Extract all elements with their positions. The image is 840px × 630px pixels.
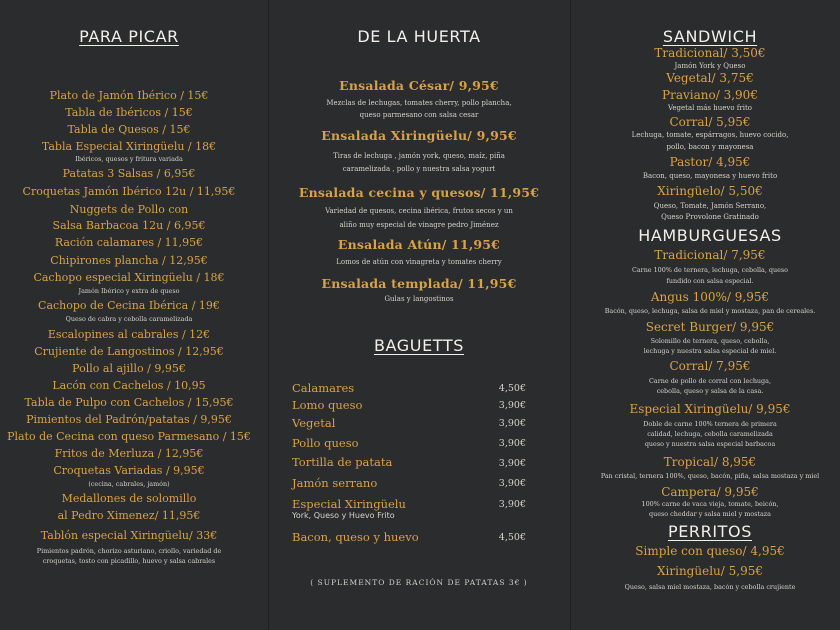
menu-item-description: Variedad de quesos, cecina ibérica, frutos secos y un	[325, 207, 513, 215]
column-divider	[268, 0, 269, 630]
menu-item-description: queso parmesano con salsa cesar	[359, 111, 479, 119]
column-divider	[570, 0, 571, 630]
menu-item: Nuggets de Pollo con	[69, 203, 189, 216]
baguett-price: 3,90€	[498, 478, 526, 489]
de-la-huerta-title: DE LA HUERTA	[357, 27, 481, 46]
para-picar-title: PARA PICAR	[79, 27, 179, 46]
menu-item: Croquetas Variadas / 9,95€	[53, 464, 205, 477]
menu-item: Corral/ 5,95€	[669, 115, 751, 129]
baguett-name: Tortilla de patata	[292, 455, 393, 469]
menu-item: Cachopo especial Xiringüelu / 18€	[33, 271, 225, 284]
baguett-name: Jamón serrano	[292, 476, 378, 490]
menu-item-description: Jamón Ibérico y extra de queso	[78, 287, 180, 295]
menu-item-description: Bacón, queso, lechuga, salsa de miel y mostaza, pan de cereales.	[604, 307, 816, 315]
menu-item: al Pedro Ximenez/ 11,95€	[57, 509, 201, 522]
menu-item: Ración calamares / 11,95€	[54, 236, 204, 249]
menu-item-description: aliño muy especial de vinagre pedro Jiménez	[339, 221, 499, 229]
menu-item-description: Lechuga, tomate, espárragos, huevo cocido,	[631, 131, 789, 139]
menu-item: Medallones de solomillo	[61, 492, 197, 505]
menu-item: Ensalada cecina y quesos/ 11,95€	[298, 185, 540, 200]
menu-item: Xiringüelu/ 5,95€	[657, 564, 763, 578]
menu-item-description: Carne de pollo de corral con lechuga,	[649, 377, 771, 385]
baguett-price: 3,90€	[498, 438, 526, 449]
baguett-price: 4,50€	[498, 383, 526, 394]
menu-item-description: Tiras de lechuga , jamón york, queso, maíz, piña	[333, 152, 505, 160]
menu-item: Croquetas Jamón Ibérico 12u / 11,95€	[22, 185, 236, 198]
menu-item-description: Jamón York y Queso	[674, 62, 746, 70]
menu-item-description: caramelizada , pollo y nuestra salsa yogurt	[342, 165, 496, 173]
menu-item: Vegetal/ 3,75€	[666, 71, 754, 85]
menu-item: Corral/ 7,95€	[669, 359, 751, 373]
menu-item: Chipirones plancha / 12,95€	[50, 254, 208, 267]
baguett-name: Bacon, queso y huevo	[292, 530, 419, 544]
menu-item: Lacón con Cachelos / 10,95	[52, 379, 206, 392]
menu-item: Ensalada Xiringüelu/ 9,95€	[321, 128, 517, 143]
menu-item-description: Pimientos padrón, chorizo asturiano, criollo, variedad de	[36, 547, 222, 555]
baguett-name: Vegetal	[292, 416, 336, 430]
sandwich-title: SANDWICH	[662, 27, 758, 46]
menu-item-description: queso cheddar y salsa miel y mostaza	[649, 510, 771, 518]
menu-item-description: calidad, lechuga, cebolla caramelizada	[647, 430, 773, 438]
baguett-price: 3,90€	[498, 499, 526, 510]
menu-item: Plato de Cecina con queso Parmesano / 15€	[7, 430, 251, 443]
menu-item-description: fundido con salsa especial.	[666, 277, 754, 285]
menu-item: Pimientos del Padrón/patatas / 9,95€	[26, 413, 232, 426]
menu-item-description: Queso de cabra y cebolla caramelizada	[65, 315, 193, 323]
menu-item: Ensalada César/ 9,95€	[339, 78, 499, 93]
baguett-price: 4,50€	[498, 532, 526, 543]
menu-item-description: Bacon, queso, mayonesa y huevo frito	[642, 172, 778, 180]
menu-item-description: queso y nuestra salsa especial barbacoa	[644, 440, 776, 448]
menu-item: Angus 100%/ 9,95€	[650, 290, 770, 304]
menu-item: Escalopines al cabrales / 12€	[47, 328, 211, 341]
menu-item: Ensalada Atún/ 11,95€	[337, 237, 501, 252]
baguett-price: 3,90€	[498, 418, 526, 429]
menu-item-description: cebolla, queso y salsa de la casa.	[656, 387, 764, 395]
suplemento-note: ( SUPLEMENTO DE RACIÓN DE PATATAS 3€ )	[310, 578, 528, 587]
menu-item: Cachopo de Cecina Ibérica / 19€	[38, 299, 220, 312]
menu-item: Fritos de Merluza / 12,95€	[54, 447, 204, 460]
baguett-name: Pollo queso	[292, 436, 359, 450]
menu-item: Pastor/ 4,95€	[669, 155, 751, 169]
menu-item: Xiringüelo/ 5,50€	[657, 184, 763, 198]
menu-item: Secret Burger/ 9,95€	[645, 320, 775, 334]
menu-item: Tropical/ 8,95€	[663, 455, 757, 469]
baguett-name: Especial Xiringüelu	[292, 497, 406, 511]
menu-item: Plato de Jamón Ibérico / 15€	[49, 89, 209, 102]
menu-item: Ensalada templada/ 11,95€	[321, 276, 517, 291]
menu-item: Tabla de Pulpo con Cachelos / 15,95€	[24, 396, 234, 409]
baguetts-title: BAGUETTS	[373, 336, 465, 355]
menu-item: Tradicional/ 3,50€	[654, 46, 766, 60]
menu-item: Tabla de Ibéricos / 15€	[65, 106, 193, 119]
menu-item-description: lechuga y nuestra salsa especial de miel.	[643, 347, 777, 355]
menu-item-description: (cecina, cabrales, jamón)	[88, 480, 170, 488]
menu-item-description: pollo, bacon y mayonesa	[666, 143, 754, 151]
menu-item: Crujiente de Langostinos / 12,95€	[34, 345, 224, 358]
menu-item-description: Doble de carne 100% ternera de primera	[643, 420, 777, 428]
para-picar-section	[0, 0, 258, 630]
menu-item: Tablón especial Xiringüelu/ 33€	[40, 529, 218, 542]
menu-item: Pollo al ajillo / 9,95€	[72, 362, 186, 375]
menu-item-description: Pan cristal, ternera 100%, queso, bacón, piña, salsa mostaza y miel	[600, 472, 820, 480]
menu-item: Simple con queso/ 4,95€	[635, 544, 785, 558]
menu-item: Campera/ 9,95€	[661, 485, 759, 499]
menu-item-description: Queso, salsa miel mostaza, bacón y cebolla crujiente	[624, 583, 796, 591]
de-la-huerta-section	[278, 0, 560, 630]
hamburguesas-title: HAMBURGUESAS	[638, 226, 782, 245]
menu-item-description: Gulas y langostinos	[384, 295, 454, 303]
menu-item-description: Carne 100% de ternera, lechuga, cebolla, queso	[631, 266, 789, 274]
menu-item: Especial Xiringüelu/ 9,95€	[629, 402, 791, 416]
menu-item-description: croquetas, tosto con picadillo, huevo y salsa cabrales	[42, 557, 216, 565]
baguett-price: 3,90€	[498, 458, 526, 469]
menu-item: Tabla Especial Xiringüelu / 18€	[41, 140, 217, 153]
menu-item: Salsa Barbacoa 12u / 6,95€	[52, 219, 206, 232]
menu-item-description: Mezclas de lechugas, tomates cherry, pollo plancha,	[326, 99, 512, 107]
baguett-name: Lomo queso	[292, 398, 363, 412]
menu-item-description: 100% carne de vaca vieja, tomate, beicón,	[641, 500, 779, 508]
baguett-description: York, Queso y Huevo Frito	[292, 511, 395, 520]
menu-item-description: Lomos de atún con vinagreta y tomates cherry	[336, 258, 502, 266]
menu-item: Tabla de Quesos / 15€	[67, 123, 191, 136]
menu-item-description: Solomillo de ternera, queso, cebolla,	[650, 337, 770, 345]
menu-item-description: Queso Provolone Gratinado	[661, 213, 759, 221]
perritos-title: PERRITOS	[667, 522, 753, 541]
menu-item-description: Vegetal más huevo frito	[667, 104, 752, 112]
baguett-name: Calamares	[292, 381, 355, 395]
menu-item: Patatas 3 Salsas / 6,95€	[62, 167, 196, 180]
baguett-price: 3,90€	[498, 400, 526, 411]
menu-item: Praviano/ 3,90€	[662, 88, 758, 102]
menu-item-description: Queso, Tomate, Jamón Serrano,	[653, 202, 767, 210]
menu-item: Tradicional/ 7,95€	[654, 248, 766, 262]
menu-item-description: Ibéricos, quesos y fritura variada	[75, 155, 183, 163]
sandwich-section	[580, 0, 840, 630]
